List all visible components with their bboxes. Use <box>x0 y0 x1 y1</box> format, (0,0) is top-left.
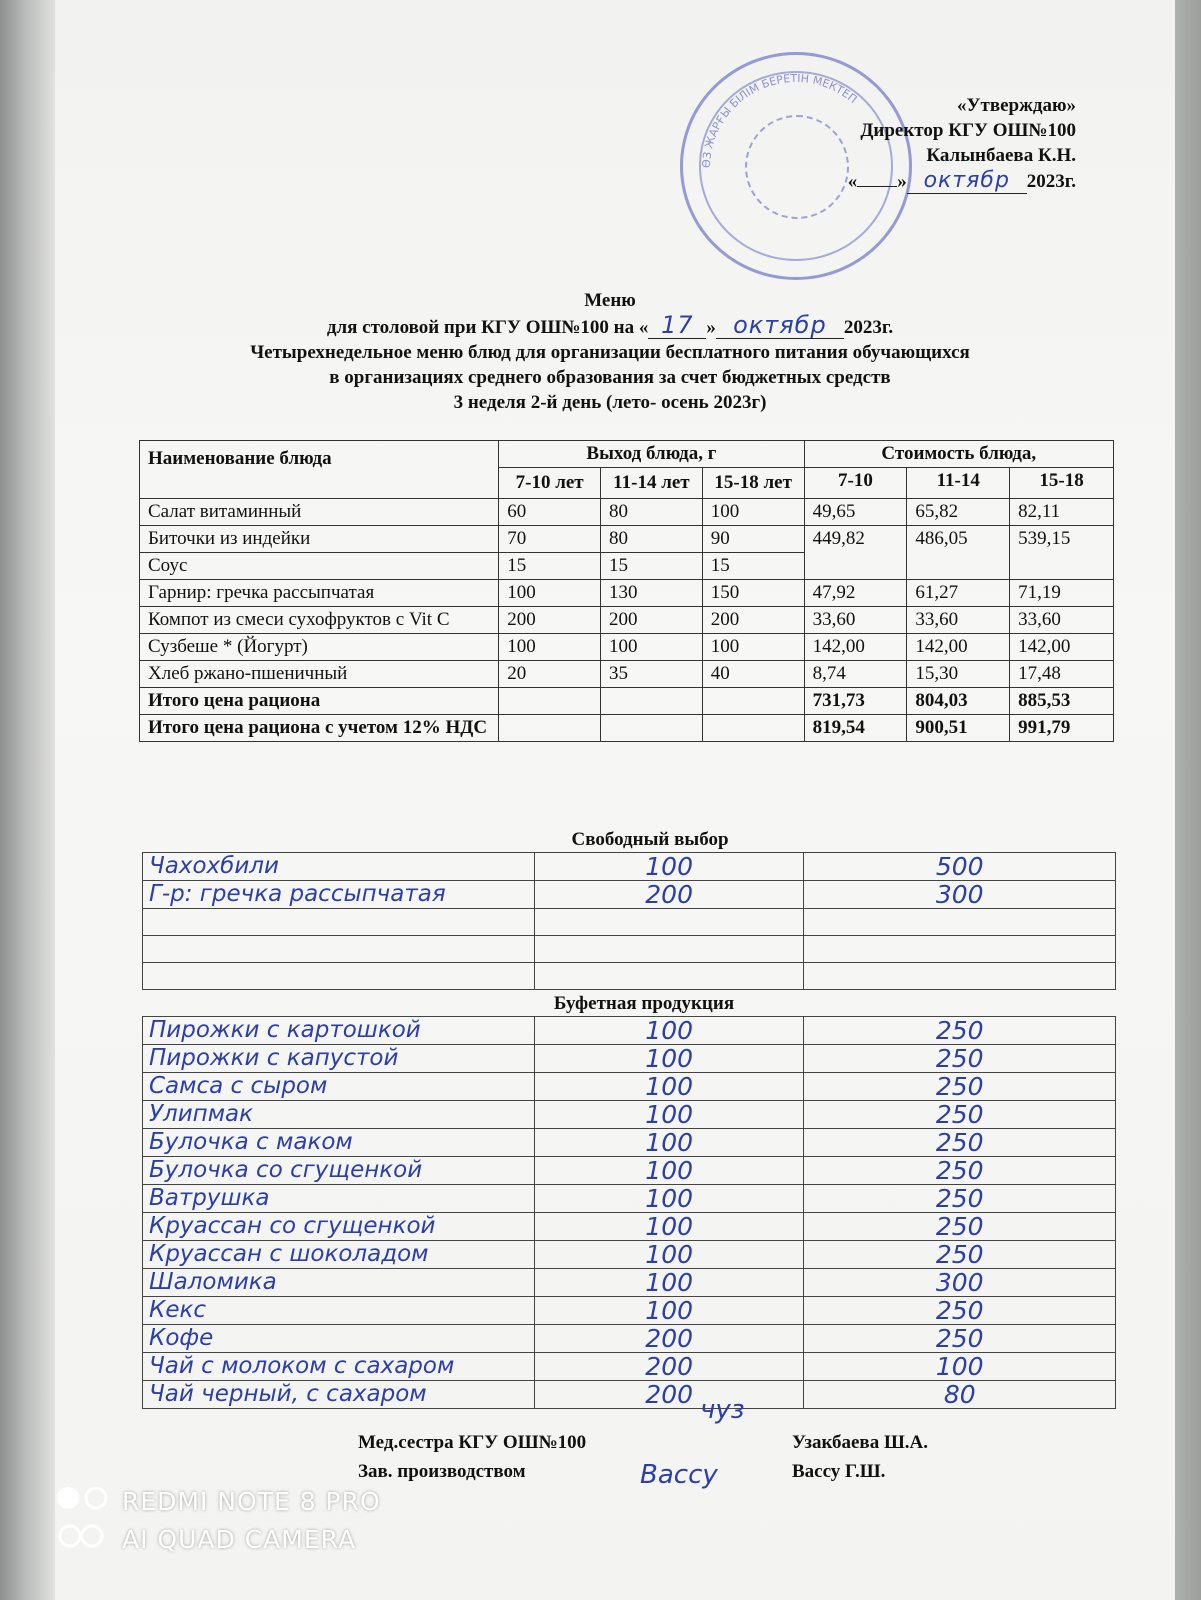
item-price: 100 <box>804 1353 1116 1381</box>
menu-week-day: 3 неделя 2-й день (лето- осень 2023г) <box>453 392 767 413</box>
dish-name: Компот из смеси сухофруктов с Vit C <box>140 607 499 634</box>
manager-name: Вассу Г.Ш. <box>792 1461 886 1482</box>
item-name: Улипмак <box>143 1101 535 1129</box>
dish-output: 200 <box>702 607 804 634</box>
table-row <box>143 1241 1116 1269</box>
total-row <box>140 688 1114 715</box>
nurse-name: Узакбаева Ш.А. <box>792 1432 929 1453</box>
table-row <box>143 1129 1116 1157</box>
cost-age-header: 11-14 <box>907 468 1010 499</box>
item-price: 250 <box>804 1157 1116 1185</box>
menu-date-year: 2023г. <box>843 317 894 338</box>
col-header-output: Выход блюда, г <box>499 441 804 468</box>
dish-output: 100 <box>601 634 703 661</box>
total-vat-cost: 991,79 <box>1010 715 1114 742</box>
menu-subtitle-2: в организациях среднего образования за счет бюджетных средств <box>329 367 891 388</box>
approval-date-open: « <box>847 171 858 192</box>
approval-line1: «Утверждаю» <box>957 95 1076 116</box>
dish-output: 15 <box>601 553 703 580</box>
col-header-name: Наименование блюда <box>140 441 499 499</box>
free-choice-label: Свободный выбор <box>571 829 729 850</box>
dish-cost: 539,15 <box>1010 526 1114 580</box>
dish-cost: 142,00 <box>907 634 1010 661</box>
table-row <box>143 1353 1116 1381</box>
watermark-line1 <box>52 1484 381 1522</box>
table-row <box>140 580 1114 607</box>
dish-output: 80 <box>601 526 703 553</box>
dish-output: 100 <box>702 634 804 661</box>
total-cost: 731,73 <box>804 688 907 715</box>
menu-title: Меню <box>584 290 636 311</box>
dish-output: 130 <box>601 580 703 607</box>
dish-cost: 33,60 <box>804 607 907 634</box>
dish-output: 70 <box>499 526 601 553</box>
table-row <box>143 936 1116 963</box>
item-name <box>143 963 535 990</box>
item-name: Кекс <box>143 1297 535 1325</box>
item-price: 250 <box>804 1017 1116 1045</box>
item-price: 80 <box>804 1381 1116 1409</box>
dish-cost: 142,00 <box>804 634 907 661</box>
dish-cost: 15,30 <box>907 661 1010 688</box>
item-name: Чай с молоком с сахаром <box>143 1353 535 1381</box>
item-weight: 200 <box>534 1381 804 1409</box>
item-name: Круассан с шоколадом <box>143 1241 535 1269</box>
total-label: Итого цена рациона <box>140 688 499 715</box>
approval-date: « » октябр 2023г. <box>847 168 1076 193</box>
dish-name: Салат витаминный <box>140 499 499 526</box>
approval-line2: Директор КГУ ОШ№100 <box>860 120 1076 141</box>
table-row <box>143 1381 1116 1409</box>
item-weight: 100 <box>534 1269 804 1297</box>
item-price: 250 <box>804 1073 1116 1101</box>
table-row <box>143 853 1116 881</box>
age-header: 7-10 лет <box>499 468 601 499</box>
item-weight <box>534 963 804 990</box>
item-name: Чай черный, с сахаром <box>143 1381 535 1409</box>
watermark-text-2: AI QUAD CAMERA <box>122 1525 357 1554</box>
item-name: Булочка с маком <box>143 1129 535 1157</box>
nurse-title: Мед.сестра КГУ ОШ№100 <box>358 1432 587 1453</box>
emblem-icon <box>745 115 849 219</box>
table-row <box>140 607 1114 634</box>
item-weight: 100 <box>534 1129 804 1157</box>
svg-text:ӨЗ ЖАРҒЫ БІЛІМ БЕРЕТІН МЕКТЕП <box>700 72 860 168</box>
menu-date-day: 17 <box>648 313 706 339</box>
dish-output: 100 <box>499 580 601 607</box>
table-row <box>143 1073 1116 1101</box>
total-vat-cost: 819,54 <box>804 715 907 742</box>
item-name: Г-р: гречка рассыпчатая <box>143 881 535 909</box>
item-weight: 100 <box>534 1073 804 1101</box>
watermark-text-1: REDMI NOTE 8 PRO <box>122 1487 381 1516</box>
menu-header <box>130 288 1090 415</box>
item-price: 250 <box>804 1185 1116 1213</box>
item-price: 250 <box>804 1241 1116 1269</box>
item-name: Пирожки с капустой <box>143 1045 535 1073</box>
table-row <box>140 634 1114 661</box>
dish-output: 35 <box>601 661 703 688</box>
free-choice-table <box>142 852 1116 990</box>
dish-cost: 61,27 <box>907 580 1010 607</box>
item-price: 250 <box>804 1045 1116 1073</box>
item-price: 300 <box>804 1269 1116 1297</box>
item-name: Круассан со сгущенкой <box>143 1213 535 1241</box>
table-row <box>140 526 1114 553</box>
manager-signature: Вассу <box>640 1460 718 1490</box>
item-weight <box>534 909 804 936</box>
table-row <box>143 1101 1116 1129</box>
nurse-signature: чуз <box>700 1395 745 1425</box>
item-price: 250 <box>804 1129 1116 1157</box>
dish-cost: 49,65 <box>804 499 907 526</box>
dish-cost: 65,82 <box>907 499 1010 526</box>
dish-output: 150 <box>702 580 804 607</box>
dish-output: 40 <box>702 661 804 688</box>
dish-output: 200 <box>499 607 601 634</box>
dish-name: Биточки из индейки <box>140 526 499 553</box>
dish-cost: 449,82 <box>804 526 907 580</box>
dish-cost: 33,60 <box>907 607 1010 634</box>
table-row <box>143 1045 1116 1073</box>
empty-cell <box>499 688 601 715</box>
item-weight <box>534 936 804 963</box>
watermark-line2 <box>52 1522 381 1560</box>
total-cost: 885,53 <box>1010 688 1114 715</box>
footer-titles <box>358 1428 586 1486</box>
buffet-table <box>142 1016 1116 1409</box>
item-weight: 100 <box>534 1101 804 1129</box>
camera-watermark <box>52 1484 381 1560</box>
dish-cost: 47,92 <box>804 580 907 607</box>
dish-output: 80 <box>601 499 703 526</box>
dish-name: Хлеб ржано-пшеничный <box>140 661 499 688</box>
table-row <box>143 1213 1116 1241</box>
item-weight: 100 <box>534 1157 804 1185</box>
table-row <box>140 499 1114 526</box>
cost-age-header: 7-10 <box>804 468 907 499</box>
dish-name: Гарнир: гречка рассыпчатая <box>140 580 499 607</box>
item-weight: 100 <box>534 1017 804 1045</box>
dish-output: 100 <box>499 634 601 661</box>
empty-cell <box>499 715 601 742</box>
item-weight: 200 <box>534 1325 804 1353</box>
dish-cost: 71,19 <box>1010 580 1114 607</box>
table-row <box>143 963 1116 990</box>
age-header: 11-14 лет <box>601 468 703 499</box>
menu-date-prefix: для столовой при КГУ ОШ№100 на « <box>326 317 649 338</box>
dish-cost: 486,05 <box>907 526 1010 580</box>
dish-cost: 33,60 <box>1010 607 1114 634</box>
item-weight: 200 <box>534 881 804 909</box>
manager-title: Зав. производством <box>358 1461 526 1482</box>
table-row <box>143 1325 1116 1353</box>
table-row <box>143 1269 1116 1297</box>
item-name: Пирожки с картошкой <box>143 1017 535 1045</box>
item-name: Шаломика <box>143 1269 535 1297</box>
dish-cost: 17,48 <box>1010 661 1114 688</box>
table-row <box>143 881 1116 909</box>
item-name: Булочка со сгущенкой <box>143 1157 535 1185</box>
empty-cell <box>702 688 804 715</box>
item-price: 500 <box>804 853 1116 881</box>
item-name: Самса с сыром <box>143 1073 535 1101</box>
item-price <box>804 963 1116 990</box>
menu-date-mid: » <box>706 317 716 338</box>
dish-output: 15 <box>702 553 804 580</box>
dish-output: 100 <box>702 499 804 526</box>
item-weight: 100 <box>534 1241 804 1269</box>
approval-date-month: октябр <box>907 168 1027 194</box>
dish-cost: 8,74 <box>804 661 907 688</box>
total-vat-cost: 900,51 <box>907 715 1010 742</box>
age-header: 15-18 лет <box>702 468 804 499</box>
item-weight: 100 <box>534 1297 804 1325</box>
dish-output: 200 <box>601 607 703 634</box>
table-row <box>143 1157 1116 1185</box>
buffet-label: Буфетная продукция <box>553 993 735 1014</box>
item-name <box>143 909 535 936</box>
item-name: Кофе <box>143 1325 535 1353</box>
table-row <box>143 909 1116 936</box>
menu-date-line <box>130 313 1090 340</box>
item-weight: 100 <box>534 1185 804 1213</box>
item-name: Чахохбили <box>143 853 535 881</box>
item-price: 250 <box>804 1213 1116 1241</box>
item-price <box>804 936 1116 963</box>
item-weight: 100 <box>534 853 804 881</box>
stamp-text: ӨЗ ЖАРҒЫ БІЛІМ БЕРЕТІН МЕКТЕП <box>699 71 860 169</box>
item-weight: 200 <box>534 1353 804 1381</box>
approval-block <box>848 93 1076 194</box>
infinity-icon <box>52 1522 122 1560</box>
table-row <box>143 1017 1116 1045</box>
empty-cell <box>601 715 703 742</box>
dish-output: 60 <box>499 499 601 526</box>
dish-output: 90 <box>702 526 804 553</box>
dish-output: 15 <box>499 553 601 580</box>
dish-name: Сузбеше * (Йогурт) <box>140 634 499 661</box>
total-vat-row <box>140 715 1114 742</box>
dish-cost: 142,00 <box>1010 634 1114 661</box>
total-vat-label: Итого цена рациона с учетом 12% НДС <box>140 715 499 742</box>
item-name <box>143 936 535 963</box>
approval-line3: Калынбаева К.Н. <box>926 145 1076 166</box>
menu-date-month: октябр <box>716 313 844 339</box>
dish-output: 20 <box>499 661 601 688</box>
table-row <box>143 1297 1116 1325</box>
item-price: 250 <box>804 1297 1116 1325</box>
item-weight: 100 <box>534 1045 804 1073</box>
item-price: 250 <box>804 1101 1116 1129</box>
dual-circle-icon <box>52 1484 122 1522</box>
item-price <box>804 909 1116 936</box>
empty-cell <box>601 688 703 715</box>
approval-date-year: 2023г. <box>1026 171 1076 192</box>
empty-cell <box>702 715 804 742</box>
table-row <box>143 1185 1116 1213</box>
item-name: Ватрушка <box>143 1185 535 1213</box>
menu-subtitle: Четырехнедельное меню блюд для организации бесплатного питания обучающихся <box>250 342 970 363</box>
dish-name: Соус <box>140 553 499 580</box>
col-header-cost: Стоимость блюда, <box>804 441 1113 468</box>
total-cost: 804,03 <box>907 688 1010 715</box>
item-weight: 100 <box>534 1213 804 1241</box>
item-price: 300 <box>804 881 1116 909</box>
footer-names <box>792 1428 928 1486</box>
dish-cost: 82,11 <box>1010 499 1114 526</box>
table-row <box>140 661 1114 688</box>
item-price: 250 <box>804 1325 1116 1353</box>
menu-table <box>139 440 1114 742</box>
cost-age-header: 15-18 <box>1010 468 1114 499</box>
